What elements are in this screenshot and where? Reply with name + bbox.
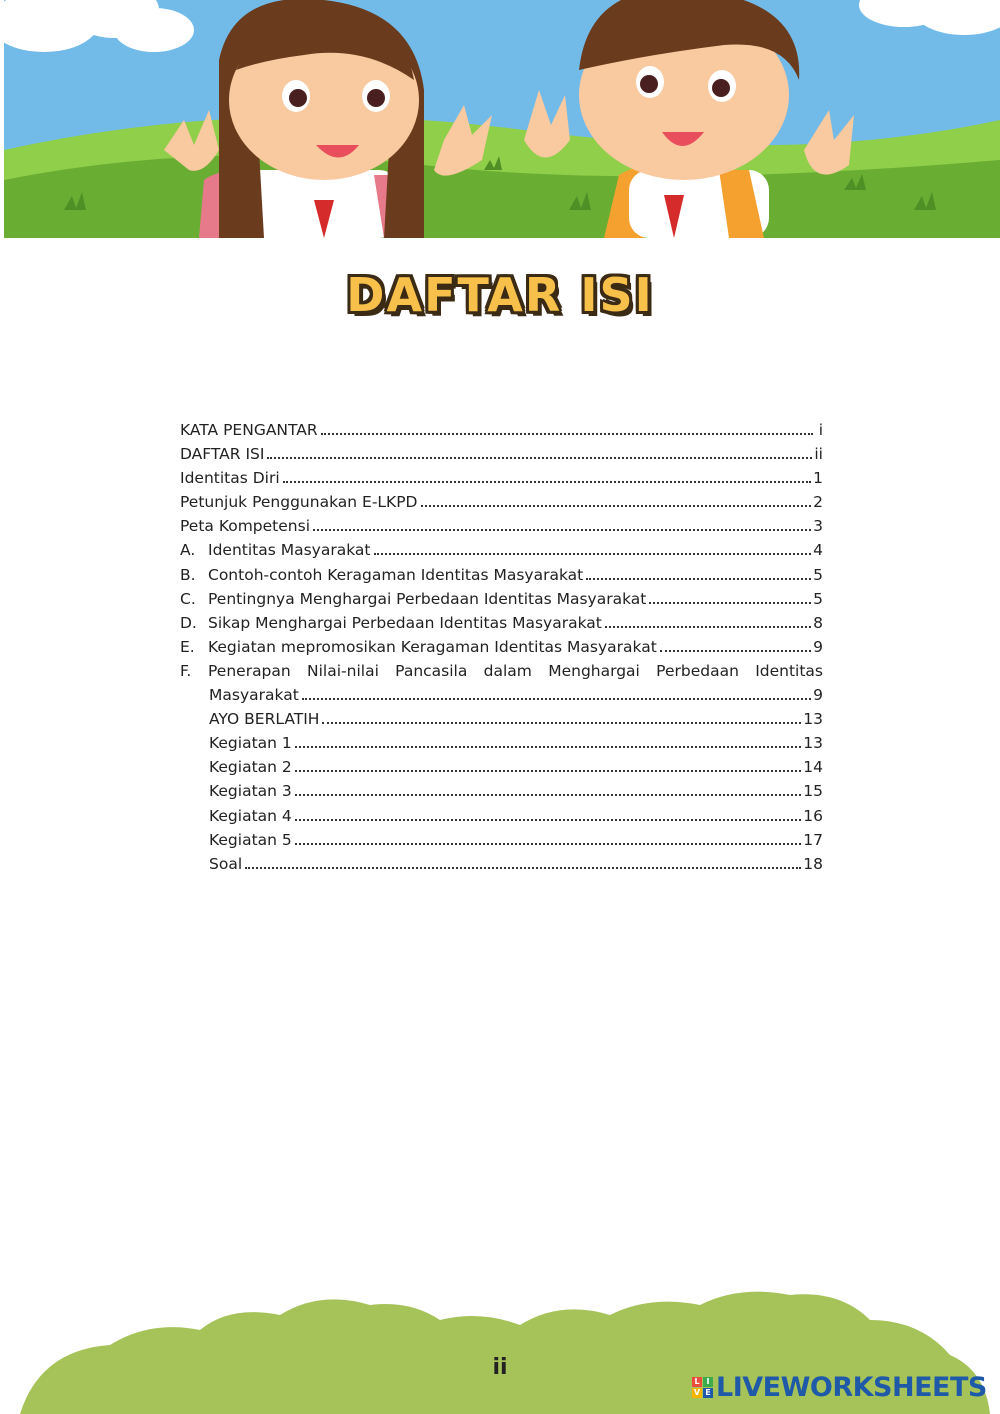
brand-logo-icon: L I V E — [692, 1377, 713, 1398]
toc-leader-dots — [295, 745, 802, 748]
toc-leader-dots — [295, 842, 802, 845]
toc-entry-page: 3 — [813, 517, 823, 536]
toc-entry-letter: F. — [180, 661, 192, 680]
toc-leader-dots — [322, 721, 801, 724]
toc-entry-page: ii — [814, 445, 823, 464]
toc-entry-letter: B. — [180, 565, 196, 584]
toc-entry — [180, 611, 823, 635]
toc-entry-label: Soal — [209, 854, 243, 873]
toc-entry-page: 5 — [813, 565, 823, 584]
toc-entry-page: i — [818, 421, 823, 439]
toc-entry-label: Identitas Diri — [180, 469, 280, 488]
toc-entry-letter: E. — [180, 637, 195, 656]
toc-entry-page: 16 — [803, 806, 823, 825]
toc-entry — [180, 683, 823, 707]
toc-leader-dots — [321, 432, 813, 435]
toc-entry-label: Sikap Menghargai Perbedaan Identitas Masyarakat — [208, 613, 602, 632]
toc-entry-label: Kegiatan 3 — [209, 782, 292, 801]
toc-entry — [180, 418, 823, 442]
liveworksheets-logo — [692, 1372, 987, 1403]
toc-entry-label: AYO BERLATIH — [209, 710, 320, 729]
toc-entry-label: Kegiatan 4 — [209, 806, 292, 825]
toc-entry — [180, 514, 823, 538]
toc-entry-label: Pentingnya Menghargai Perbedaan Identitas Masyarakat — [208, 589, 647, 608]
page-number: ii — [492, 1355, 508, 1380]
toc-entry-label: KATA PENGANTAR — [180, 421, 318, 439]
toc-leader-dots — [313, 528, 811, 531]
toc-entry-page: 14 — [803, 758, 823, 777]
toc-entry — [180, 635, 823, 659]
toc-leader-dots — [605, 625, 811, 628]
toc-entry-page: 17 — [803, 830, 823, 849]
toc-entry-page: 13 — [803, 710, 823, 729]
toc-entry — [180, 707, 823, 731]
toc-entry — [180, 731, 823, 755]
toc-leader-dots — [421, 504, 812, 507]
toc-entry-label: Contoh-contoh Keragaman Identitas Masyarakat — [208, 565, 584, 584]
toc-entry — [180, 442, 823, 466]
toc-entry-label: Identitas Masyarakat — [208, 541, 371, 560]
toc-entry-page: 9 — [813, 637, 823, 656]
toc-entry-label: Kegiatan 5 — [209, 830, 292, 849]
toc-entry — [180, 587, 823, 611]
toc-leader-dots — [302, 697, 811, 700]
toc-entry — [180, 659, 823, 683]
toc-entry-page: 2 — [813, 493, 823, 512]
toc-entry-page: 1 — [813, 469, 823, 488]
toc-entry — [180, 755, 823, 779]
toc-entry-label: Kegiatan 2 — [209, 758, 292, 777]
toc-entry-label: Masyarakat — [209, 686, 299, 705]
toc-entry-letter: C. — [180, 589, 196, 608]
toc-entry-label: DAFTAR ISI — [180, 445, 265, 464]
toc-entry — [180, 852, 823, 876]
toc-leader-dots — [267, 456, 812, 459]
toc-entry — [180, 563, 823, 587]
toc-entry — [180, 538, 823, 562]
table-of-contents — [180, 418, 823, 876]
page-title: DAFTAR ISI — [346, 268, 654, 322]
toc-entry-page: 4 — [813, 541, 823, 560]
toc-entry-label: Kegiatan mepromosikan Keragaman Identitas Masyarakat — [208, 637, 657, 656]
toc-entry — [180, 804, 823, 828]
toc-entry-page: 8 — [813, 613, 823, 632]
toc-leader-dots — [245, 866, 801, 869]
toc-entry-letter: A. — [180, 541, 196, 560]
toc-leader-dots — [660, 649, 811, 652]
header-illustration — [4, 0, 1000, 238]
toc-entry — [180, 828, 823, 852]
toc-entry-page: 9 — [813, 686, 823, 705]
toc-entry-page: 5 — [813, 589, 823, 608]
toc-entry-letter: D. — [180, 613, 197, 632]
toc-leader-dots — [295, 793, 802, 796]
toc-entry-page: 18 — [803, 854, 823, 873]
toc-leader-dots — [295, 769, 802, 772]
toc-leader-dots — [295, 818, 802, 821]
toc-entry — [180, 779, 823, 803]
toc-leader-dots — [374, 552, 812, 555]
toc-entry-page: 13 — [803, 734, 823, 753]
toc-entry-label: Penerapan Nilai-nilai Pancasila dalam Menghargai Perbedaan Identitas — [208, 661, 823, 680]
toc-entry-label: Petunjuk Penggunakan E-LKPD — [180, 493, 418, 512]
toc-leader-dots — [283, 480, 811, 483]
brand-name: LIVEWORKSHEETS — [716, 1372, 987, 1403]
toc-leader-dots — [586, 577, 811, 580]
toc-leader-dots — [649, 601, 811, 604]
toc-entry-page: 15 — [803, 782, 823, 801]
toc-entry — [180, 466, 823, 490]
toc-entry — [180, 490, 823, 514]
toc-entry-label: Peta Kompetensi — [180, 517, 311, 536]
toc-entry-label: Kegiatan 1 — [209, 734, 292, 753]
